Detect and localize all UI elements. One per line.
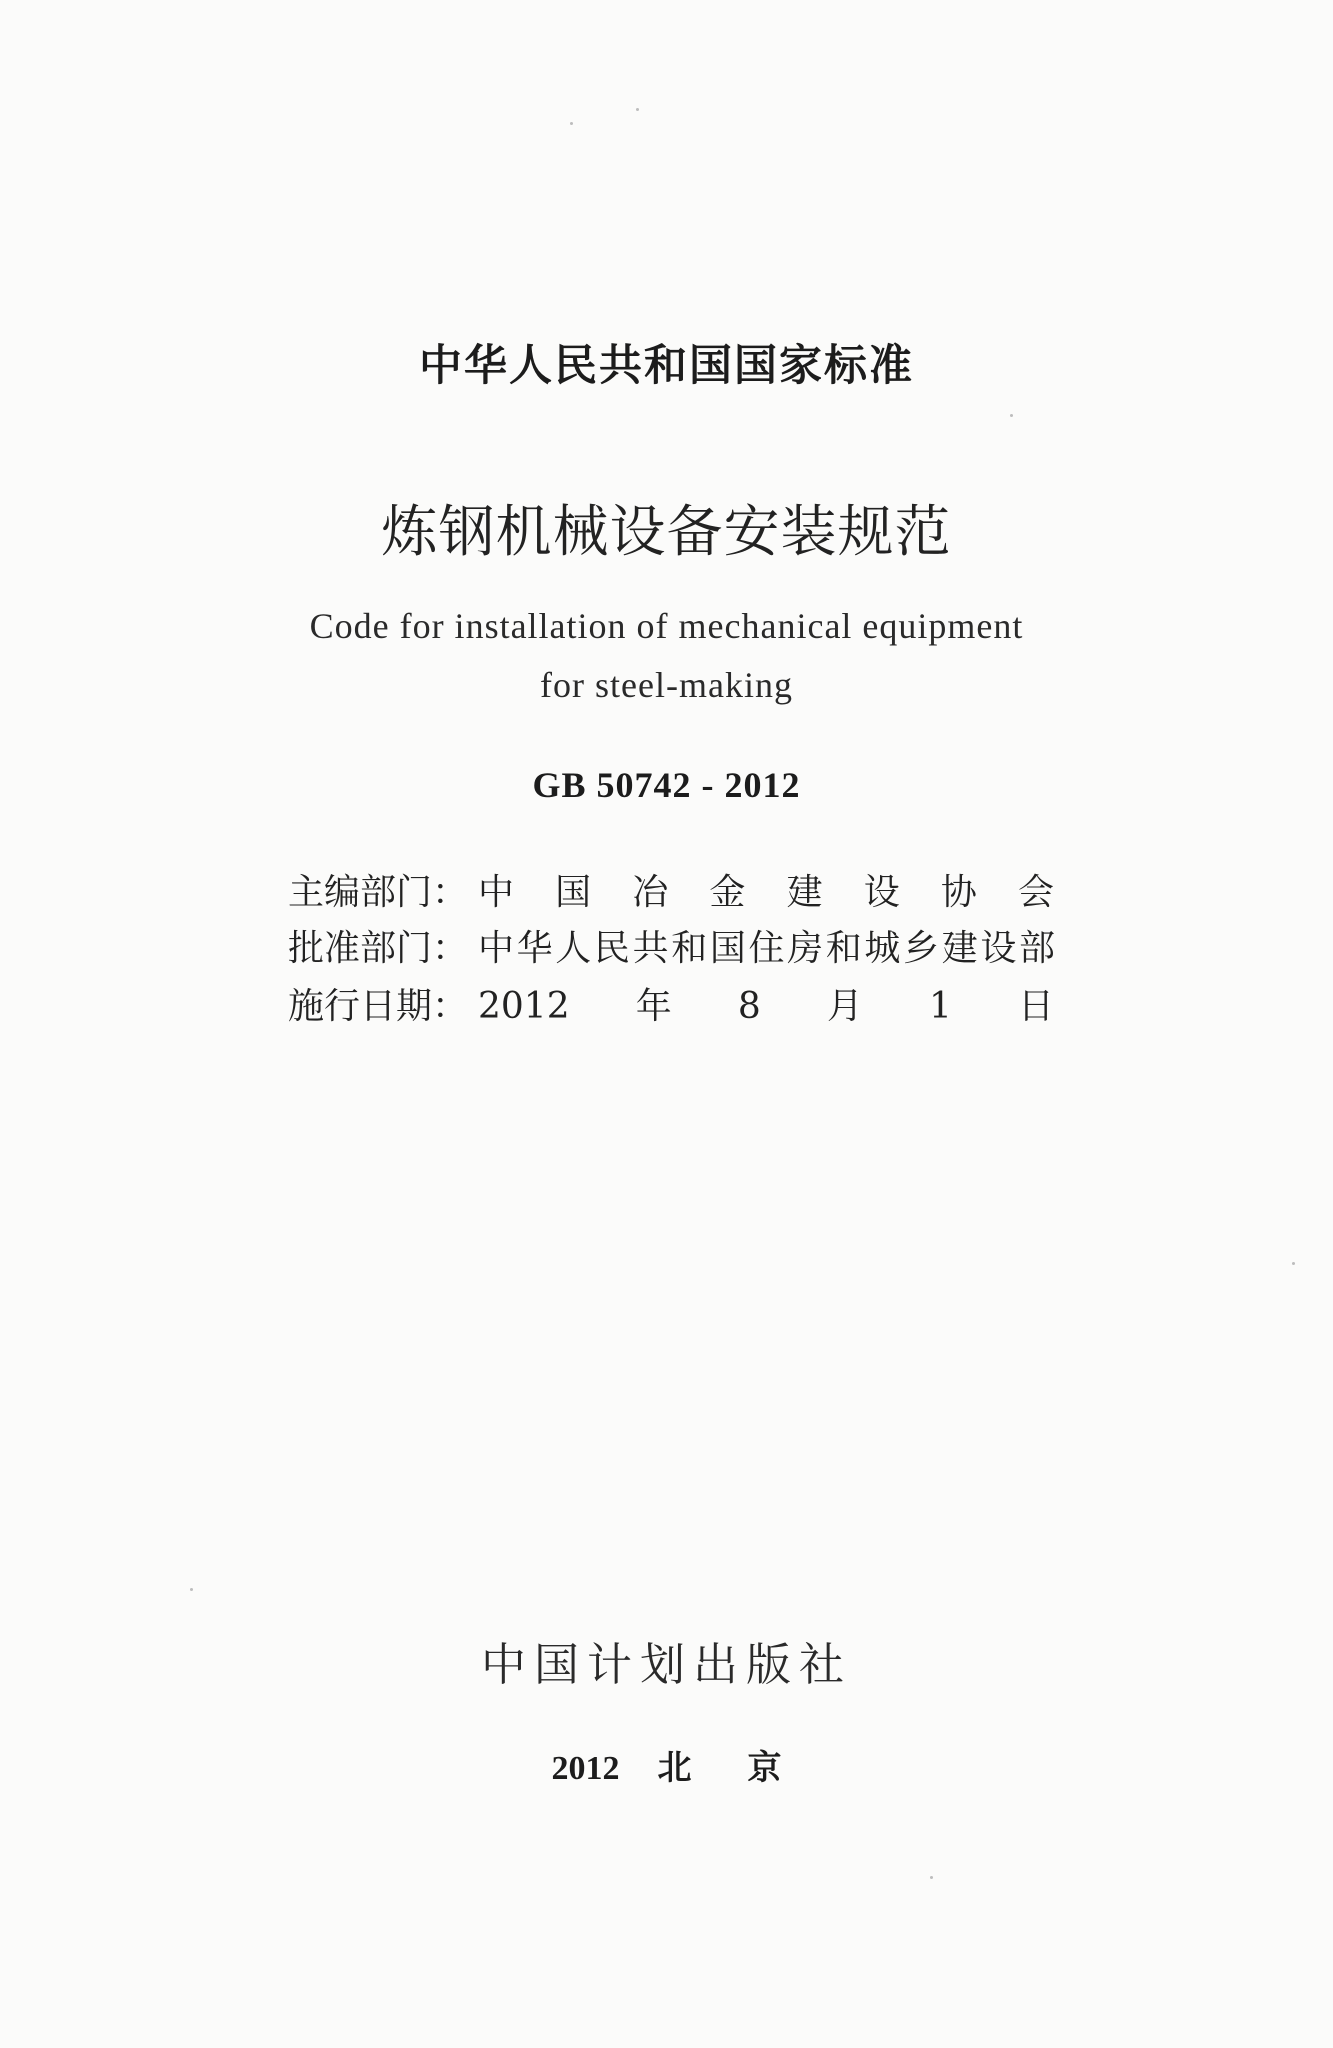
scan-speck [636,108,639,111]
publication-year: 2012 [551,1750,620,1787]
scan-speck [930,1876,933,1879]
scan-speck [190,1588,193,1591]
info-row-chief-editor [288,864,1054,916]
document-title-english-line-2: for steel-making [540,665,793,705]
info-label: 批准部门： [288,928,469,969]
publication-city-char-1: 北 [657,1750,692,1787]
publication-city-char-2: 京 [747,1750,782,1787]
standard-number: GB 50742 - 2012 [532,765,801,805]
info-value: 中华人民共和国住房和城乡建设部 [478,928,1054,969]
document-title-chinese: 炼钢机械设备安装规范 [381,500,952,565]
info-label: 主编部门： [288,872,469,913]
standard-series-heading: 中华人民共和国国家标准 [419,341,914,391]
info-row-approving-dept [288,920,1054,972]
scan-speck [1292,1262,1295,1265]
info-value: 2012年8月1日 [478,986,1054,1027]
scan-speck [570,122,573,125]
publisher-name: 中国计划出版社 [480,1638,852,1691]
info-row-effective-date [288,978,1054,1030]
publication-line [0,1740,1333,1789]
document-title-english-line-1: Code for installation of mechanical equipment [309,606,1024,646]
scan-speck [1010,414,1013,417]
info-value: 中国冶金建设协会 [478,872,1054,913]
info-label: 施行日期： [288,986,469,1027]
